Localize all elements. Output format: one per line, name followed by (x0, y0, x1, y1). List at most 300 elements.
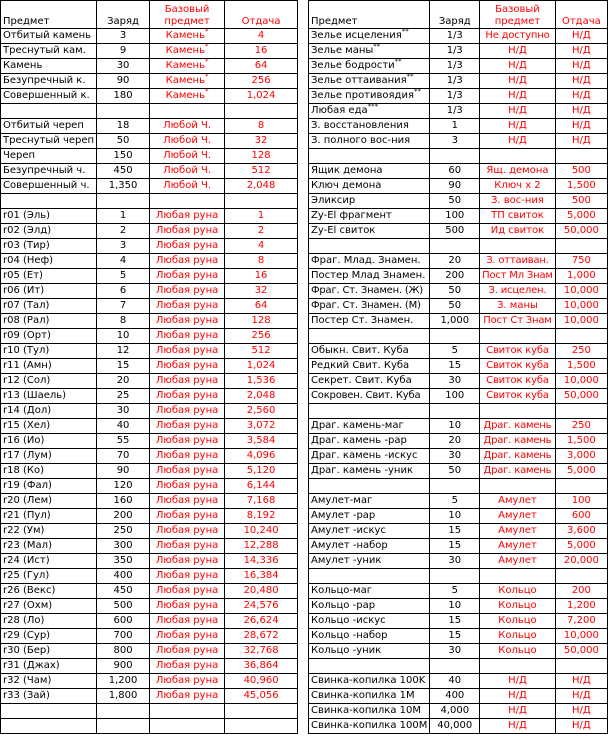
base-item-cell (480, 329, 556, 344)
return-cell (225, 719, 298, 734)
charge-cell: 500 (430, 224, 480, 239)
cell-text: Камень (165, 90, 205, 101)
base-item-cell: Н/Д (480, 134, 556, 149)
table-row (309, 254, 608, 269)
charge-cell: 160 (97, 494, 150, 509)
charge-cell: 120 (97, 479, 150, 494)
charge-cell: 12 (97, 344, 150, 359)
charge-cell: 1 (430, 119, 480, 134)
return-cell: 28,672 (225, 629, 298, 644)
return-cell: 16 (225, 44, 298, 59)
item-cell: r18 (Ко) (1, 464, 97, 479)
table-row (1, 494, 298, 509)
table-row (309, 389, 608, 404)
return-cell: Н/Д (555, 44, 607, 59)
cell-text: Зелье исцеления (311, 30, 402, 41)
table-row (309, 314, 608, 329)
return-cell: 5,000 (555, 539, 607, 554)
charge-cell: 1/3 (430, 29, 480, 44)
item-cell: r08 (Рал) (1, 314, 97, 329)
base-item-cell (150, 29, 225, 44)
return-cell: 10,000 (555, 374, 607, 389)
charge-cell: 2 (97, 224, 150, 239)
return-cell: 500 (555, 164, 607, 179)
return-cell: 7,200 (555, 614, 607, 629)
return-cell: 100 (555, 494, 607, 509)
charge-cell: 50 (430, 194, 480, 209)
item-cell: Совершенный ч. (1, 179, 97, 194)
item-cell: Драг. камень -искус (309, 449, 430, 464)
return-cell (225, 704, 298, 719)
charge-cell: 350 (97, 554, 150, 569)
table-row (1, 704, 298, 719)
charge-cell: 1/3 (430, 74, 480, 89)
table-row (309, 29, 608, 44)
return-cell: 7,168 (225, 494, 298, 509)
item-cell: r27 (Охм) (1, 599, 97, 614)
table-row (1, 74, 298, 89)
item-cell: Обыкн. Свит. Куба (309, 344, 430, 359)
item-cell: Камень (1, 59, 97, 74)
footnote-mark: * (204, 88, 209, 96)
item-cell: Ключ демона (309, 179, 430, 194)
return-cell: 36,864 (225, 659, 298, 674)
footnote-mark: *** (367, 103, 379, 111)
table-row (1, 284, 298, 299)
table-row (309, 344, 608, 359)
base-item-cell: Любая руна (150, 269, 225, 284)
table-row (309, 224, 608, 239)
table-row (309, 149, 608, 164)
charge-cell: 55 (97, 434, 150, 449)
charge-cell: 1/3 (430, 44, 480, 59)
table-row (1, 599, 298, 614)
base-item-cell: Любая руна (150, 614, 225, 629)
item-cell: Фраг. Ст. Знамен. (Ж) (309, 284, 430, 299)
table-row (309, 584, 608, 599)
base-item-cell: Любая руна (150, 494, 225, 509)
base-item-cell: Н/Д (480, 74, 556, 89)
base-item-cell: Любая руна (150, 479, 225, 494)
charge-cell: 1/3 (430, 104, 480, 119)
item-cell: r17 (Лум) (1, 449, 97, 464)
item-cell: r13 (Шаель) (1, 389, 97, 404)
footnote-mark: * (204, 58, 209, 66)
return-cell: 128 (225, 314, 298, 329)
base-item-cell: Драг. камень (480, 449, 556, 464)
item-cell: Треснутый череп (1, 134, 97, 149)
table-row (1, 629, 298, 644)
table-row (1, 464, 298, 479)
header-charge: Заряд (97, 1, 150, 29)
footnote-mark: * (204, 73, 209, 81)
table-row (309, 44, 608, 59)
return-cell: 1 (225, 209, 298, 224)
charge-cell: 30 (97, 59, 150, 74)
base-item-cell: Не доступно (480, 29, 556, 44)
table-row (1, 29, 298, 44)
return-cell: 8 (225, 119, 298, 134)
table-row (309, 689, 608, 704)
table-row (1, 569, 298, 584)
base-item-cell: Кольцо (480, 644, 556, 659)
return-cell: 40,960 (225, 674, 298, 689)
base-item-cell: Любая руна (150, 209, 225, 224)
charge-cell: 50 (97, 134, 150, 149)
footnote-mark: * (204, 43, 209, 51)
base-item-cell (480, 404, 556, 419)
table-row (309, 449, 608, 464)
return-cell: 750 (555, 254, 607, 269)
charge-cell: 15 (430, 524, 480, 539)
return-cell: 1,536 (225, 374, 298, 389)
return-cell: Н/Д (555, 689, 607, 704)
item-cell: r12 (Сол) (1, 374, 97, 389)
base-item-cell: Амулет (480, 554, 556, 569)
return-cell: 10,000 (555, 629, 607, 644)
header-base-item: Базовый предмет (150, 1, 225, 29)
table-row (1, 119, 298, 134)
charge-cell: 200 (430, 269, 480, 284)
base-item-cell: Н/Д (480, 59, 556, 74)
item-cell: r21 (Пул) (1, 509, 97, 524)
base-item-cell (480, 479, 556, 494)
base-item-cell: Любая руна (150, 389, 225, 404)
item-cell (309, 74, 430, 89)
return-cell: Н/Д (555, 674, 607, 689)
return-cell: 128 (225, 149, 298, 164)
table-row (309, 509, 608, 524)
base-item-cell: Любая руна (150, 539, 225, 554)
base-item-cell: ТП свиток (480, 209, 556, 224)
return-cell (555, 239, 607, 254)
table-row (309, 134, 608, 149)
charge-cell (430, 329, 480, 344)
header-item: Предмет (309, 1, 430, 29)
base-item-cell: Свиток куба (480, 389, 556, 404)
table-row (1, 314, 298, 329)
return-cell (555, 479, 607, 494)
left-table-body (1, 1, 298, 734)
return-cell: 10,240 (225, 524, 298, 539)
return-cell: 1,200 (555, 599, 607, 614)
return-cell (225, 194, 298, 209)
item-cell: r11 (Амн) (1, 359, 97, 374)
item-cell: Амулет-маг (309, 494, 430, 509)
return-cell: Н/Д (555, 119, 607, 134)
table-row (309, 539, 608, 554)
base-item-cell: Любая руна (150, 554, 225, 569)
return-cell: 50,000 (555, 224, 607, 239)
base-item-cell: З. маны (480, 299, 556, 314)
right-table-body (309, 1, 608, 734)
item-cell (1, 704, 97, 719)
item-cell: Свинка-копилка 100K (309, 674, 430, 689)
item-cell (309, 149, 430, 164)
charge-cell: 90 (97, 464, 150, 479)
charge-cell: 20 (97, 374, 150, 389)
base-item-cell: Н/Д (480, 44, 556, 59)
base-item-cell: Ид свиток (480, 224, 556, 239)
return-cell: 2,560 (225, 404, 298, 419)
charge-cell: 25 (97, 389, 150, 404)
base-item-cell: Любая руна (150, 674, 225, 689)
base-item-cell: Любая руна (150, 629, 225, 644)
return-cell: Н/Д (555, 704, 607, 719)
return-cell: 26,624 (225, 614, 298, 629)
item-cell: Свинка-копилка 100M (309, 719, 430, 734)
charge-cell: 15 (430, 629, 480, 644)
table-row (1, 254, 298, 269)
base-item-cell: Любая руна (150, 434, 225, 449)
charge-cell: 1,350 (97, 179, 150, 194)
table-row (309, 629, 608, 644)
item-cell: r31 (Джах) (1, 659, 97, 674)
base-item-cell: Драг. камень (480, 419, 556, 434)
table-row (309, 164, 608, 179)
base-item-cell: Н/Д (480, 89, 556, 104)
item-cell: r09 (Орт) (1, 329, 97, 344)
table-row (1, 479, 298, 494)
item-cell: r26 (Векс) (1, 584, 97, 599)
base-item-cell: Драг. камень (480, 434, 556, 449)
item-cell: r05 (Ет) (1, 269, 97, 284)
table-row (1, 434, 298, 449)
return-cell: 2,048 (225, 179, 298, 194)
return-cell: 16,384 (225, 569, 298, 584)
return-cell: 64 (225, 299, 298, 314)
item-cell: Фраг. Ст. Знамен. (М) (309, 299, 430, 314)
return-cell: 45,056 (225, 689, 298, 704)
base-item-cell: Любая руна (150, 659, 225, 674)
charge-cell (430, 569, 480, 584)
item-cell: r06 (Ит) (1, 284, 97, 299)
base-item-cell: З. вос-ния (480, 194, 556, 209)
return-cell: 20,480 (225, 584, 298, 599)
base-item-cell: Кольцо (480, 614, 556, 629)
table-row (309, 374, 608, 389)
charge-cell (430, 659, 480, 674)
table-row (1, 194, 298, 209)
return-cell: 32 (225, 134, 298, 149)
return-cell: 8,192 (225, 509, 298, 524)
base-item-cell: Амулет (480, 494, 556, 509)
charge-cell: 15 (97, 359, 150, 374)
return-cell: 4 (225, 29, 298, 44)
header-base-item: Базовый предмет (480, 1, 556, 29)
item-cell: r22 (Ум) (1, 524, 97, 539)
return-cell (555, 404, 607, 419)
item-cell: r14 (Дол) (1, 404, 97, 419)
item-cell: r20 (Лем) (1, 494, 97, 509)
base-item-cell: Любая руна (150, 644, 225, 659)
base-item-cell: Кольцо (480, 584, 556, 599)
return-cell: 8 (225, 254, 298, 269)
table-row (309, 674, 608, 689)
item-cell: Безупречный к. (1, 74, 97, 89)
item-cell (309, 239, 430, 254)
header-return: Отдача (225, 1, 298, 29)
return-cell: Н/Д (555, 719, 607, 734)
table-row (309, 59, 608, 74)
charge-cell: 700 (97, 629, 150, 644)
return-cell: 4 (225, 239, 298, 254)
charge-cell: 40,000 (430, 719, 480, 734)
cell-text: Любая еда (311, 105, 368, 116)
base-item-cell: Любая руна (150, 284, 225, 299)
charge-cell: 60 (430, 164, 480, 179)
charge-cell: 1,200 (97, 674, 150, 689)
return-cell: Н/Д (555, 134, 607, 149)
table-row (309, 599, 608, 614)
item-cell: Треснутый кам. (1, 44, 97, 59)
item-cell: r03 (Тир) (1, 239, 97, 254)
base-item-cell (480, 659, 556, 674)
return-cell: 5,000 (555, 209, 607, 224)
charge-cell: 5 (430, 584, 480, 599)
table-row (309, 329, 608, 344)
base-item-cell (480, 239, 556, 254)
table-row (309, 269, 608, 284)
table-row (309, 239, 608, 254)
table-row (309, 524, 608, 539)
base-item-cell: Любая руна (150, 344, 225, 359)
item-cell: Эликсир (309, 194, 430, 209)
charge-cell: 1/3 (430, 59, 480, 74)
charge-cell: 400 (430, 689, 480, 704)
return-cell: 10,000 (555, 284, 607, 299)
base-item-cell: Н/Д (480, 674, 556, 689)
return-cell: 12,288 (225, 539, 298, 554)
base-item-cell: Пост Ст Знам (480, 314, 556, 329)
return-cell: 250 (555, 419, 607, 434)
table-row (309, 359, 608, 374)
return-cell: Н/Д (555, 59, 607, 74)
base-item-cell: Свиток куба (480, 374, 556, 389)
item-cell: r25 (Гул) (1, 569, 97, 584)
base-item-cell (480, 149, 556, 164)
item-cell: Кольцо -искус (309, 614, 430, 629)
return-cell: 14,336 (225, 554, 298, 569)
charge-cell: 18 (97, 119, 150, 134)
base-item-cell: Любой Ч. (150, 134, 225, 149)
base-item-cell (150, 89, 225, 104)
base-item-cell (150, 74, 225, 89)
item-cell: Совершенный к. (1, 89, 97, 104)
item-cell: Отбитый череп (1, 119, 97, 134)
item-cell (309, 659, 430, 674)
item-cell: Zy-El свиток (309, 224, 430, 239)
charge-cell: 900 (97, 659, 150, 674)
base-item-cell (150, 704, 225, 719)
return-cell: 500 (555, 194, 607, 209)
table-row (1, 524, 298, 539)
charge-cell: 30 (97, 404, 150, 419)
charge-cell: 7 (97, 299, 150, 314)
base-item-cell: Любая руна (150, 359, 225, 374)
return-cell (555, 329, 607, 344)
charge-cell: 40 (430, 674, 480, 689)
charge-cell: 40 (97, 419, 150, 434)
table-row (1, 659, 298, 674)
return-cell: 600 (555, 509, 607, 524)
charge-cell: 1,800 (97, 689, 150, 704)
base-item-cell: Н/Д (480, 719, 556, 734)
base-item-cell: Любая руна (150, 689, 225, 704)
table-row (1, 554, 298, 569)
charge-cell: 90 (430, 179, 480, 194)
item-cell: r29 (Сур) (1, 629, 97, 644)
return-cell: 3,072 (225, 419, 298, 434)
table-row (1, 539, 298, 554)
charge-cell: 50 (430, 464, 480, 479)
item-cell (309, 59, 430, 74)
charge-cell: 800 (97, 644, 150, 659)
base-item-cell: Любая руна (150, 584, 225, 599)
base-item-cell: Свиток куба (480, 344, 556, 359)
return-cell: 16 (225, 269, 298, 284)
item-cell: Свинка-копилка 1M (309, 689, 430, 704)
footnote-mark: ** (401, 28, 409, 36)
return-cell: Н/Д (555, 104, 607, 119)
charge-cell: 3 (97, 239, 150, 254)
item-cell (309, 29, 430, 44)
item-cell: Кольцо -набор (309, 629, 430, 644)
table-row (309, 194, 608, 209)
cell-text: Зелье маны (311, 45, 374, 56)
item-cell (1, 104, 97, 119)
item-cell: Амулет -рар (309, 509, 430, 524)
item-cell: r10 (Тул) (1, 344, 97, 359)
base-item-cell (150, 44, 225, 59)
return-cell: 2,048 (225, 389, 298, 404)
table-row (1, 689, 298, 704)
item-cell (309, 569, 430, 584)
item-cell: Zy-El фрагмент (309, 209, 430, 224)
item-cell: Драг. камень -рар (309, 434, 430, 449)
table-row (1, 209, 298, 224)
base-item-cell (480, 569, 556, 584)
base-item-cell: Любая руна (150, 299, 225, 314)
cell-text: Зелье бодрости (311, 60, 395, 71)
table-row (309, 89, 608, 104)
return-cell: 5,000 (555, 464, 607, 479)
return-cell: 256 (225, 74, 298, 89)
base-item-cell (150, 59, 225, 74)
table-row (1, 299, 298, 314)
table-row (309, 104, 608, 119)
cell-text: Зелье оттаивания (311, 75, 407, 86)
charge-cell: 50 (430, 299, 480, 314)
item-cell (309, 404, 430, 419)
charge-cell: 500 (97, 599, 150, 614)
charge-cell: 50 (430, 284, 480, 299)
return-cell: 4,096 (225, 449, 298, 464)
table-row (1, 344, 298, 359)
item-cell (309, 479, 430, 494)
item-cell: r33 (Зай) (1, 689, 97, 704)
footnote-mark: ** (413, 88, 421, 96)
table-row (309, 719, 608, 734)
left-table (0, 0, 298, 734)
charge-cell: 10 (97, 329, 150, 344)
charge-cell (430, 404, 480, 419)
item-cell: r19 (Фал) (1, 479, 97, 494)
table-row (1, 584, 298, 599)
return-cell: 1,024 (225, 359, 298, 374)
return-cell: 1,500 (555, 359, 607, 374)
return-cell: 50,000 (555, 644, 607, 659)
